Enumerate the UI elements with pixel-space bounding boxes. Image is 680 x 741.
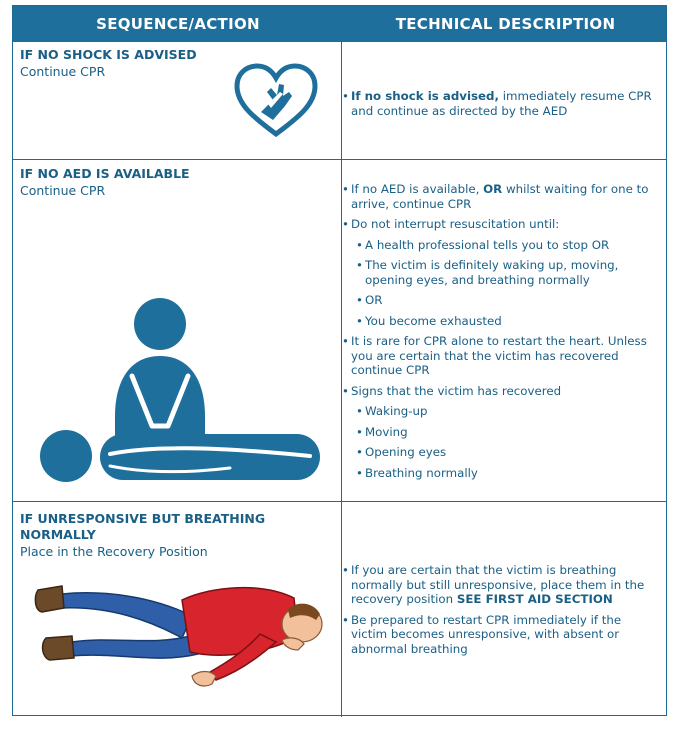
header-sequence-action: SEQUENCE/ACTION — [96, 15, 260, 33]
row2-subtitle: Continue CPR — [20, 183, 106, 198]
list-item: • OR — [341, 293, 657, 308]
list-item: • Signs that the victim has recovered — [341, 384, 657, 399]
row1-title: IF NO SHOCK IS ADVISED — [20, 47, 197, 62]
list-item: • The victim is definitely waking up, moving, opening eyes, and breathing normally — [341, 258, 657, 287]
list-item — [341, 563, 657, 607]
bullet-bold: If no shock is advised, — [351, 89, 499, 103]
list-item: • Moving — [341, 425, 657, 440]
list-item: • It is rare for CPR alone to restart the heart. Unless you are certain that the victim has recovered continue CPR — [341, 334, 657, 378]
cpr-figure-icon — [40, 296, 322, 486]
list-item: • Waking-up — [341, 404, 657, 419]
list-item: • You become exhausted — [341, 314, 657, 329]
row3-description — [341, 563, 657, 662]
bullet-text: whilst waiting for one to arrive, continue CPR — [351, 182, 649, 211]
heart-hands-icon — [233, 62, 319, 140]
list-item — [341, 182, 657, 211]
recovery-position-illustration — [32, 576, 330, 694]
bullet-text: immediately resume CPR and continue as directed by the AED — [351, 89, 652, 118]
row-divider — [13, 159, 666, 160]
header-technical-description: TECHNICAL DESCRIPTION — [395, 15, 616, 33]
bullet-bold: OR — [483, 182, 503, 196]
list-item — [341, 89, 657, 118]
list-item: • Breathing normally — [341, 466, 657, 481]
row3-title: IF UNRESPONSIVE BUT BREATHING NORMALLY — [20, 511, 266, 542]
row1-description — [341, 89, 657, 124]
bullet-text: If you are certain that the victim is breathing normally but still unresponsive, place them in the recovery position — [351, 563, 645, 606]
bullet-bold: SEE FIRST AID SECTION — [456, 592, 613, 606]
list-item: • Do not interrupt resuscitation until: — [341, 217, 657, 232]
table-header — [13, 6, 666, 42]
list-item: • A health professional tells you to stop OR — [341, 238, 657, 253]
list-item: • Be prepared to restart CPR immediately if the victim becomes unresponsive, with absent or abnormal breathing — [341, 613, 657, 657]
row1-subtitle: Continue CPR — [20, 64, 106, 79]
bullet-text: If no AED is available, — [351, 182, 484, 196]
row2-description — [341, 182, 657, 486]
row3-subtitle: Place in the Recovery Position — [20, 544, 208, 559]
row-divider — [13, 501, 666, 502]
row2-title: IF NO AED IS AVAILABLE — [20, 166, 190, 181]
list-item: • Opening eyes — [341, 445, 657, 460]
